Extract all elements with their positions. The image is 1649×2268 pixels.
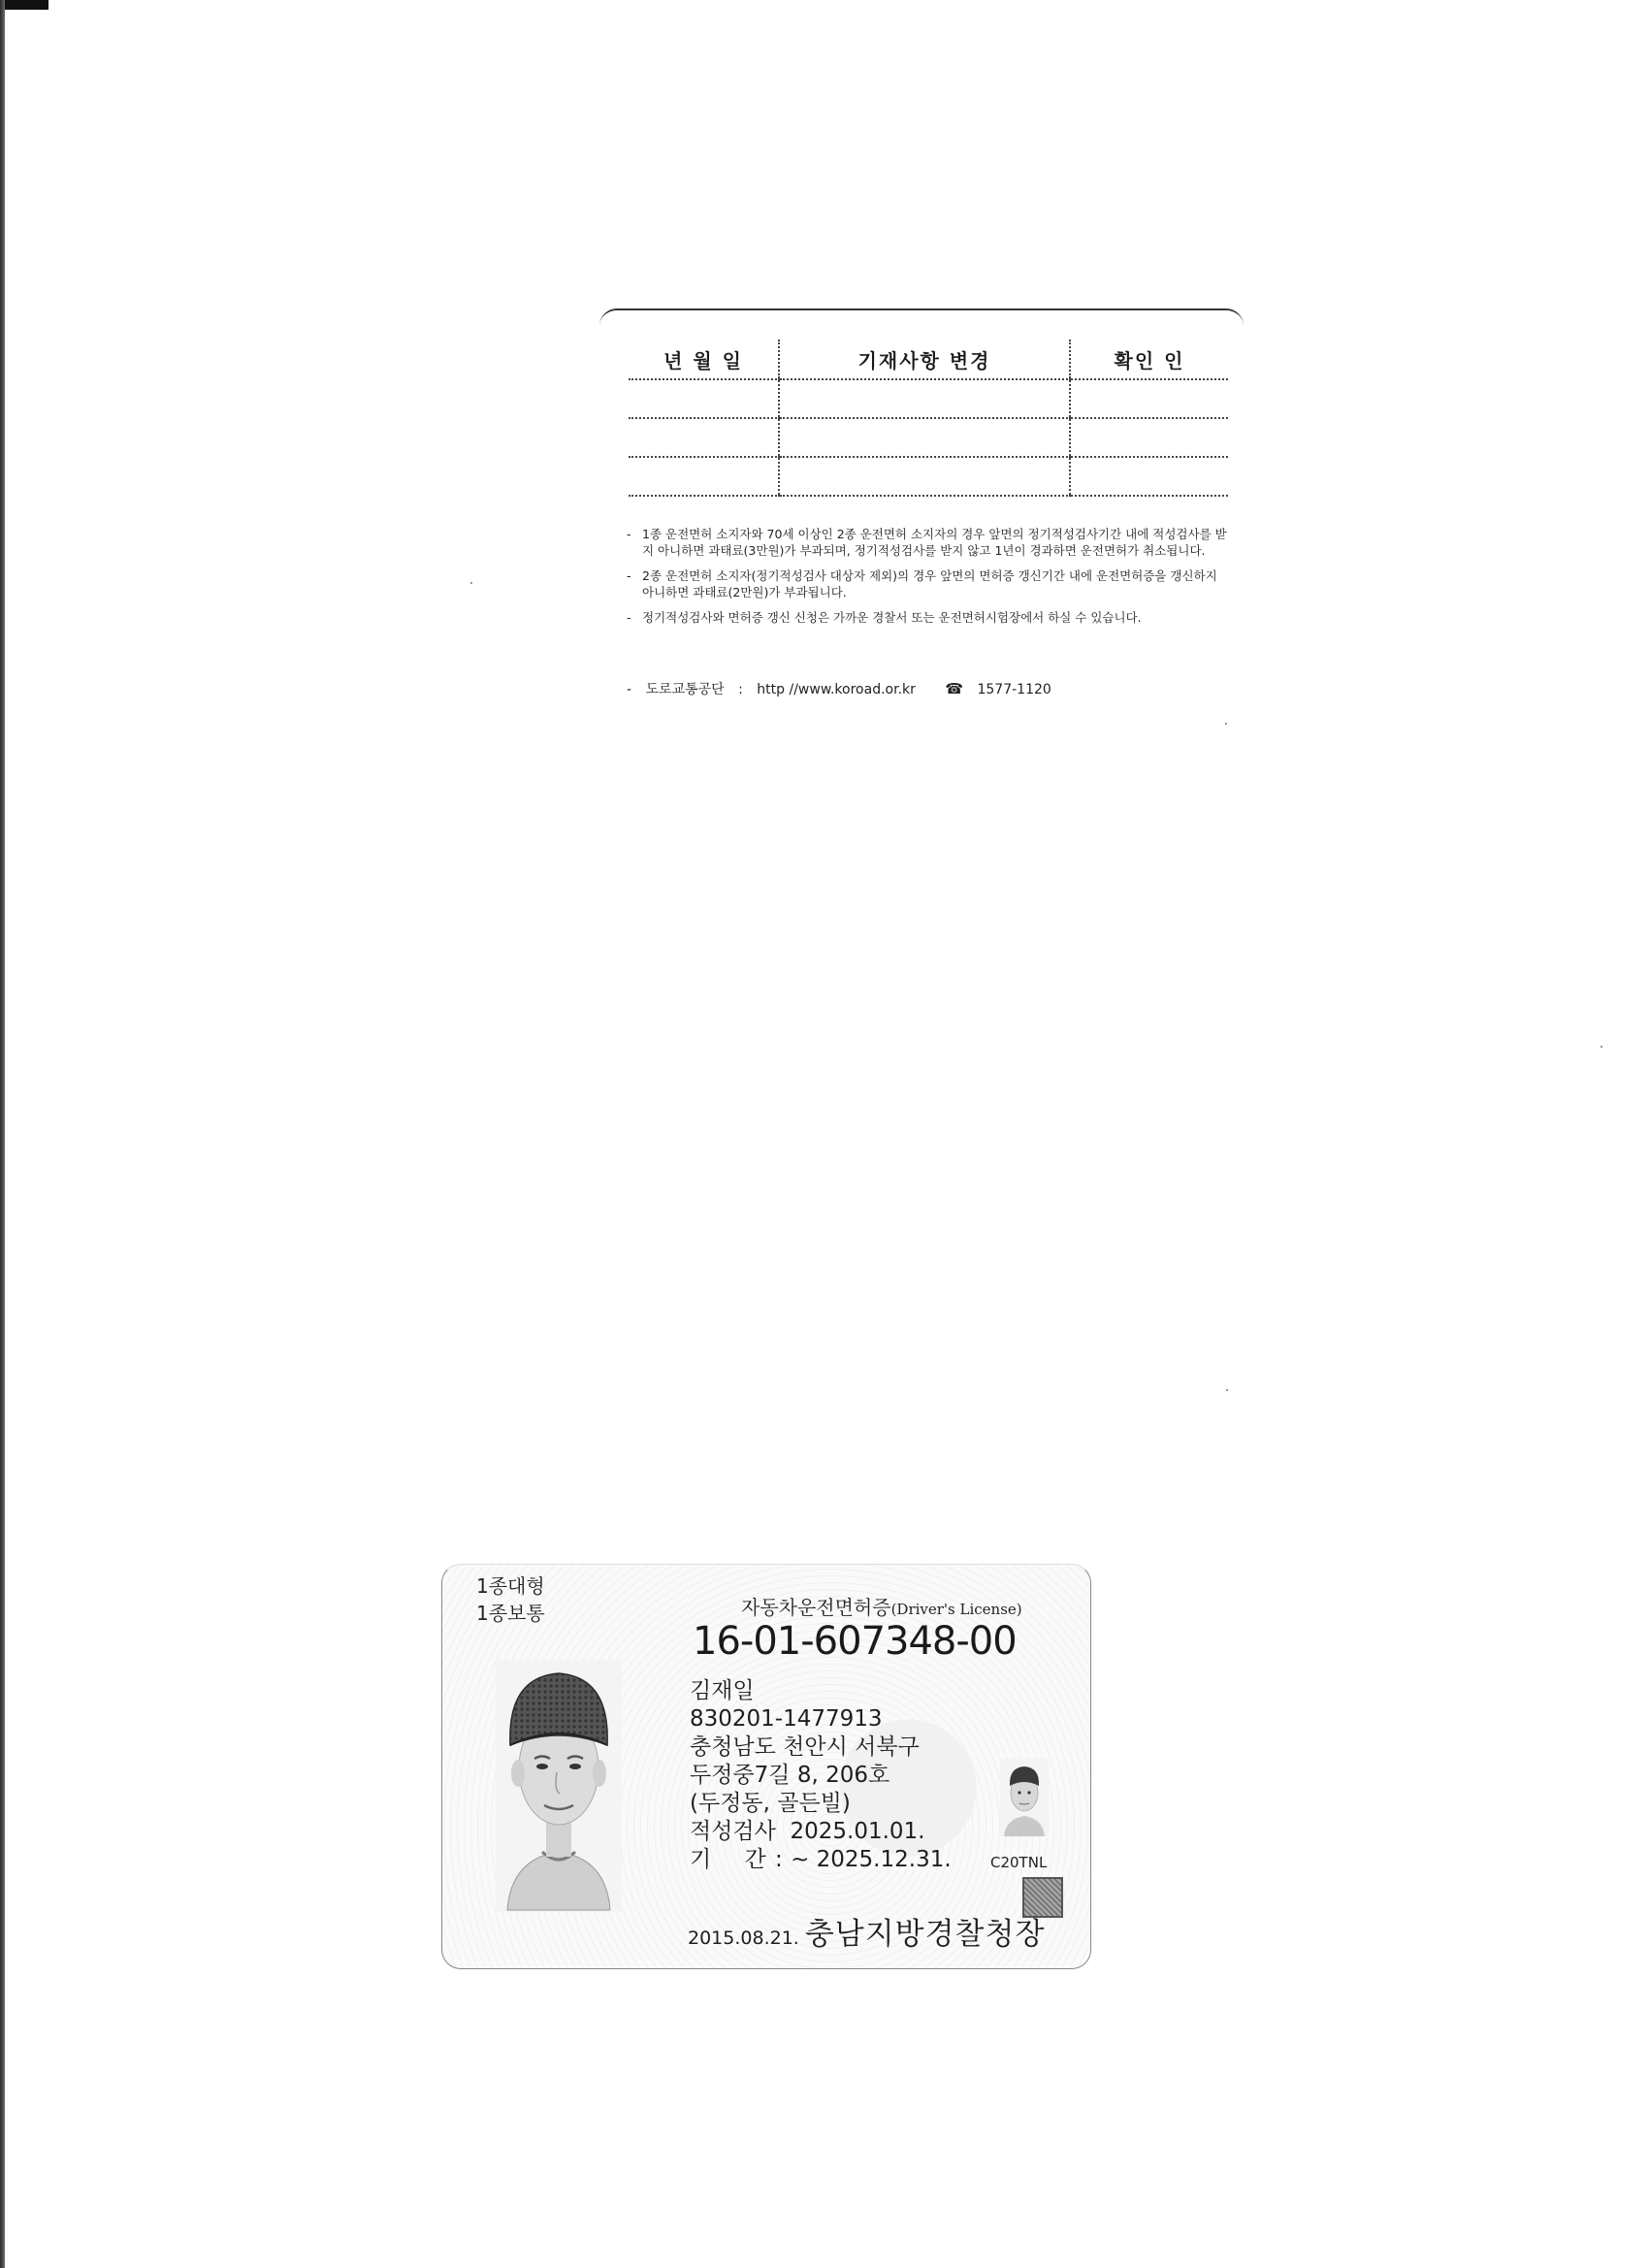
table-row: [629, 457, 1228, 496]
table-header-row: [629, 340, 1228, 379]
issue-date: 2015.08.21.: [688, 1928, 799, 1949]
notice-dash: -: [627, 610, 631, 625]
license-class-item: 1종보통: [476, 1602, 545, 1625]
table-cell: [629, 457, 779, 496]
aptitude-test-label: 적성검사: [690, 1819, 776, 1844]
address-line: 두정중7길 8, 206호: [690, 1763, 890, 1788]
notice-text: 2종 운전면허 소지자(정기적성검사 대상자 제외)의 경우 앞면의 면허증 갱신기간 내에 운전면허증을 갱신하지 아니하면 과태료(2만원)가 부과됩니다.: [642, 568, 1217, 599]
aptitude-test-date: 2025.01.01.: [790, 1819, 925, 1844]
contact-separator: :: [738, 682, 743, 697]
notice-item: [627, 526, 1228, 559]
serial-code: C20TNL: [990, 1854, 1048, 1871]
table-cell: [629, 379, 779, 418]
telephone-icon: ☎: [945, 680, 964, 697]
holder-name: 김재일: [690, 1678, 755, 1703]
validity-period-line: [690, 1846, 952, 1874]
issuing-authority: 충남지방경찰청장: [804, 1917, 1046, 1952]
address-line: 충청남도 천안시 서북구: [690, 1734, 920, 1760]
address-line: (두정동, 골든빌): [690, 1791, 851, 1816]
notice-list: [627, 526, 1228, 634]
contact-organization: 도로교통공단: [645, 682, 725, 697]
license-classes: [476, 1572, 545, 1627]
table-cell: [629, 418, 779, 457]
notice-item: [627, 609, 1228, 626]
scan-speck: [1600, 1046, 1602, 1048]
aptitude-test-line: [690, 1818, 952, 1846]
license-back-side: [599, 308, 1244, 718]
holder-info: [690, 1677, 952, 1874]
table-row: [629, 379, 1228, 418]
table-cell: [779, 457, 1070, 496]
license-class-item: 1종대형: [476, 1574, 545, 1598]
license-front-side: [441, 1564, 1091, 1969]
holder-photo: [496, 1660, 622, 1912]
license-title: [741, 1592, 1022, 1620]
scan-corner-mark: [0, 0, 48, 10]
table-cell: [1070, 379, 1228, 418]
contact-dash: -: [627, 682, 632, 697]
contact-line: [627, 679, 1061, 698]
table-cell: [779, 418, 1070, 457]
header-confirmation: 확인 인: [1070, 340, 1228, 379]
header-changes: 기재사항 변경: [779, 340, 1070, 379]
table-cell: [1070, 418, 1228, 457]
license-title-english: (Driver's License): [890, 1601, 1022, 1618]
contact-url: http //www.koroad.or.kr: [757, 682, 916, 697]
scan-speck: [1225, 723, 1227, 725]
table-cell: [779, 379, 1070, 418]
notice-text: 정기적성검사와 면허증 갱신 신청은 가까운 경찰서 또는 운전면허시험장에서 하실 수 있습니다.: [642, 610, 1142, 625]
notice-item: [627, 567, 1228, 600]
contact-phone: 1577-1120: [977, 682, 1051, 697]
resident-number: 830201-1477913: [690, 1706, 883, 1732]
scan-speck: [1226, 1389, 1228, 1391]
notice-dash: -: [627, 527, 631, 541]
validity-period-label: 기 간 :: [690, 1847, 784, 1872]
table-cell: [1070, 457, 1228, 496]
scan-speck: [470, 582, 472, 584]
license-title-korean: 자동차운전면허증: [741, 1596, 891, 1619]
scan-left-edge: [0, 0, 5, 2268]
change-record-table: [629, 340, 1228, 497]
header-date: 년 월 일: [629, 340, 779, 379]
notice-text: 1종 운전면허 소지자와 70세 이상인 2종 운전면허 소지자의 경우 앞면의 정기적성검사기간 내에 적성검사를 받지 아니하면 과태료(3만원)가 부과되며, 정기적성검사를 받지 않고 1년이 경과하면 운전면허가 취소됩니다.: [642, 527, 1227, 558]
notice-dash: -: [627, 568, 631, 583]
ghost-photo: [1000, 1759, 1049, 1836]
validity-period-value: ~ 2025.12.31.: [791, 1847, 952, 1872]
issue-line: [688, 1909, 1045, 1953]
license-number: 16-01-607348-00: [693, 1619, 1017, 1664]
table-row: [629, 418, 1228, 457]
